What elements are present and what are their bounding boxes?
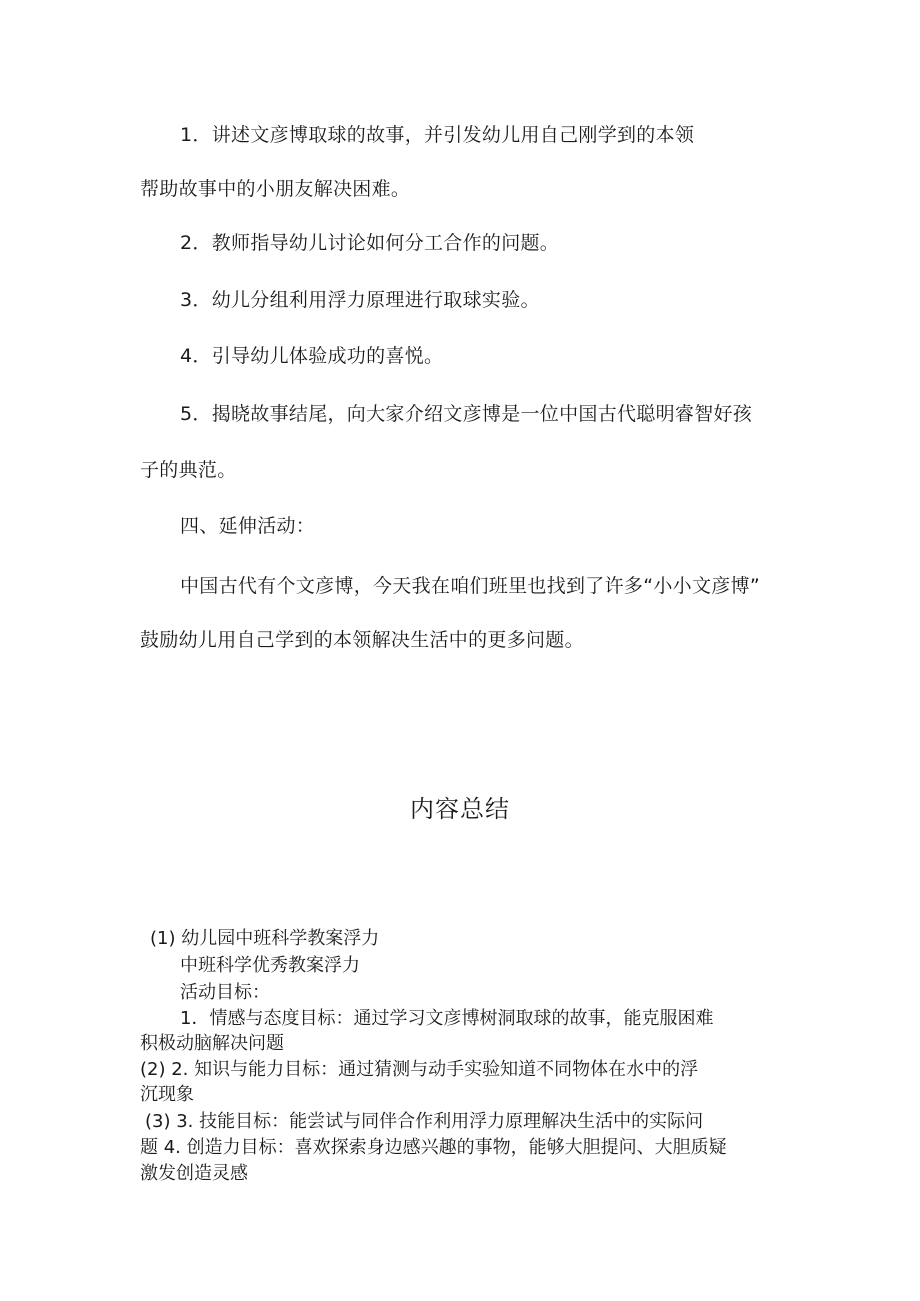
step-1-line-2: 帮助故事中的小朋友解决困难。 bbox=[140, 178, 411, 200]
step-5-line-2: 子的典范。 bbox=[140, 459, 237, 481]
step-5-line-1: 5．揭晓故事结尾，向大家介绍文彦博是一位中国古代聪明睿智好孩 bbox=[180, 403, 753, 425]
summary-title: 内容总结 bbox=[410, 795, 510, 823]
section-4-heading: 四、延伸活动： bbox=[180, 515, 316, 537]
summary-line-7: 沉现象 bbox=[140, 1084, 194, 1105]
summary-line-10: 激发创造灵感 bbox=[140, 1163, 248, 1184]
summary-line-3: 活动目标： bbox=[180, 982, 270, 1003]
extension-line-2: 鼓励幼儿用自己学到的本领解决生活中的更多问题。 bbox=[140, 629, 584, 651]
summary-line-9: 题 4. 创造力目标：喜欢探索身边感兴趣的事物，能够大胆提问、大胆质疑 bbox=[140, 1137, 727, 1158]
step-1-line-1: 1．讲述文彦博取球的故事，并引发幼儿用自己刚学到的本领 bbox=[180, 124, 695, 146]
summary-line-2: 中班科学优秀教案浮力 bbox=[180, 955, 360, 976]
summary-line-1: (1) 幼儿园中班科学教案浮力 bbox=[150, 928, 380, 949]
step-4: 4．引导幼儿体验成功的喜悦。 bbox=[180, 345, 444, 367]
extension-line-1: 中国古代有个文彦博，今天我在咱们班里也找到了许多“小小文彦博” bbox=[180, 575, 760, 597]
summary-line-4: 1．情感与态度目标：通过学习文彦博树洞取球的故事，能克服困难 bbox=[180, 1008, 714, 1029]
step-2: 2．教师指导幼儿讨论如何分工合作的问题。 bbox=[180, 232, 560, 254]
step-3: 3．幼儿分组利用浮力原理进行取球实验。 bbox=[180, 289, 540, 311]
summary-line-8: (3) 3. 技能目标：能尝试与同伴合作利用浮力原理解决生活中的实际问 bbox=[145, 1111, 704, 1132]
summary-line-5: 积极动脑解决问题 bbox=[140, 1033, 284, 1054]
summary-line-6: (2) 2. 知识与能力目标：通过猜测与动手实验知道不同物体在水中的浮 bbox=[140, 1059, 699, 1080]
